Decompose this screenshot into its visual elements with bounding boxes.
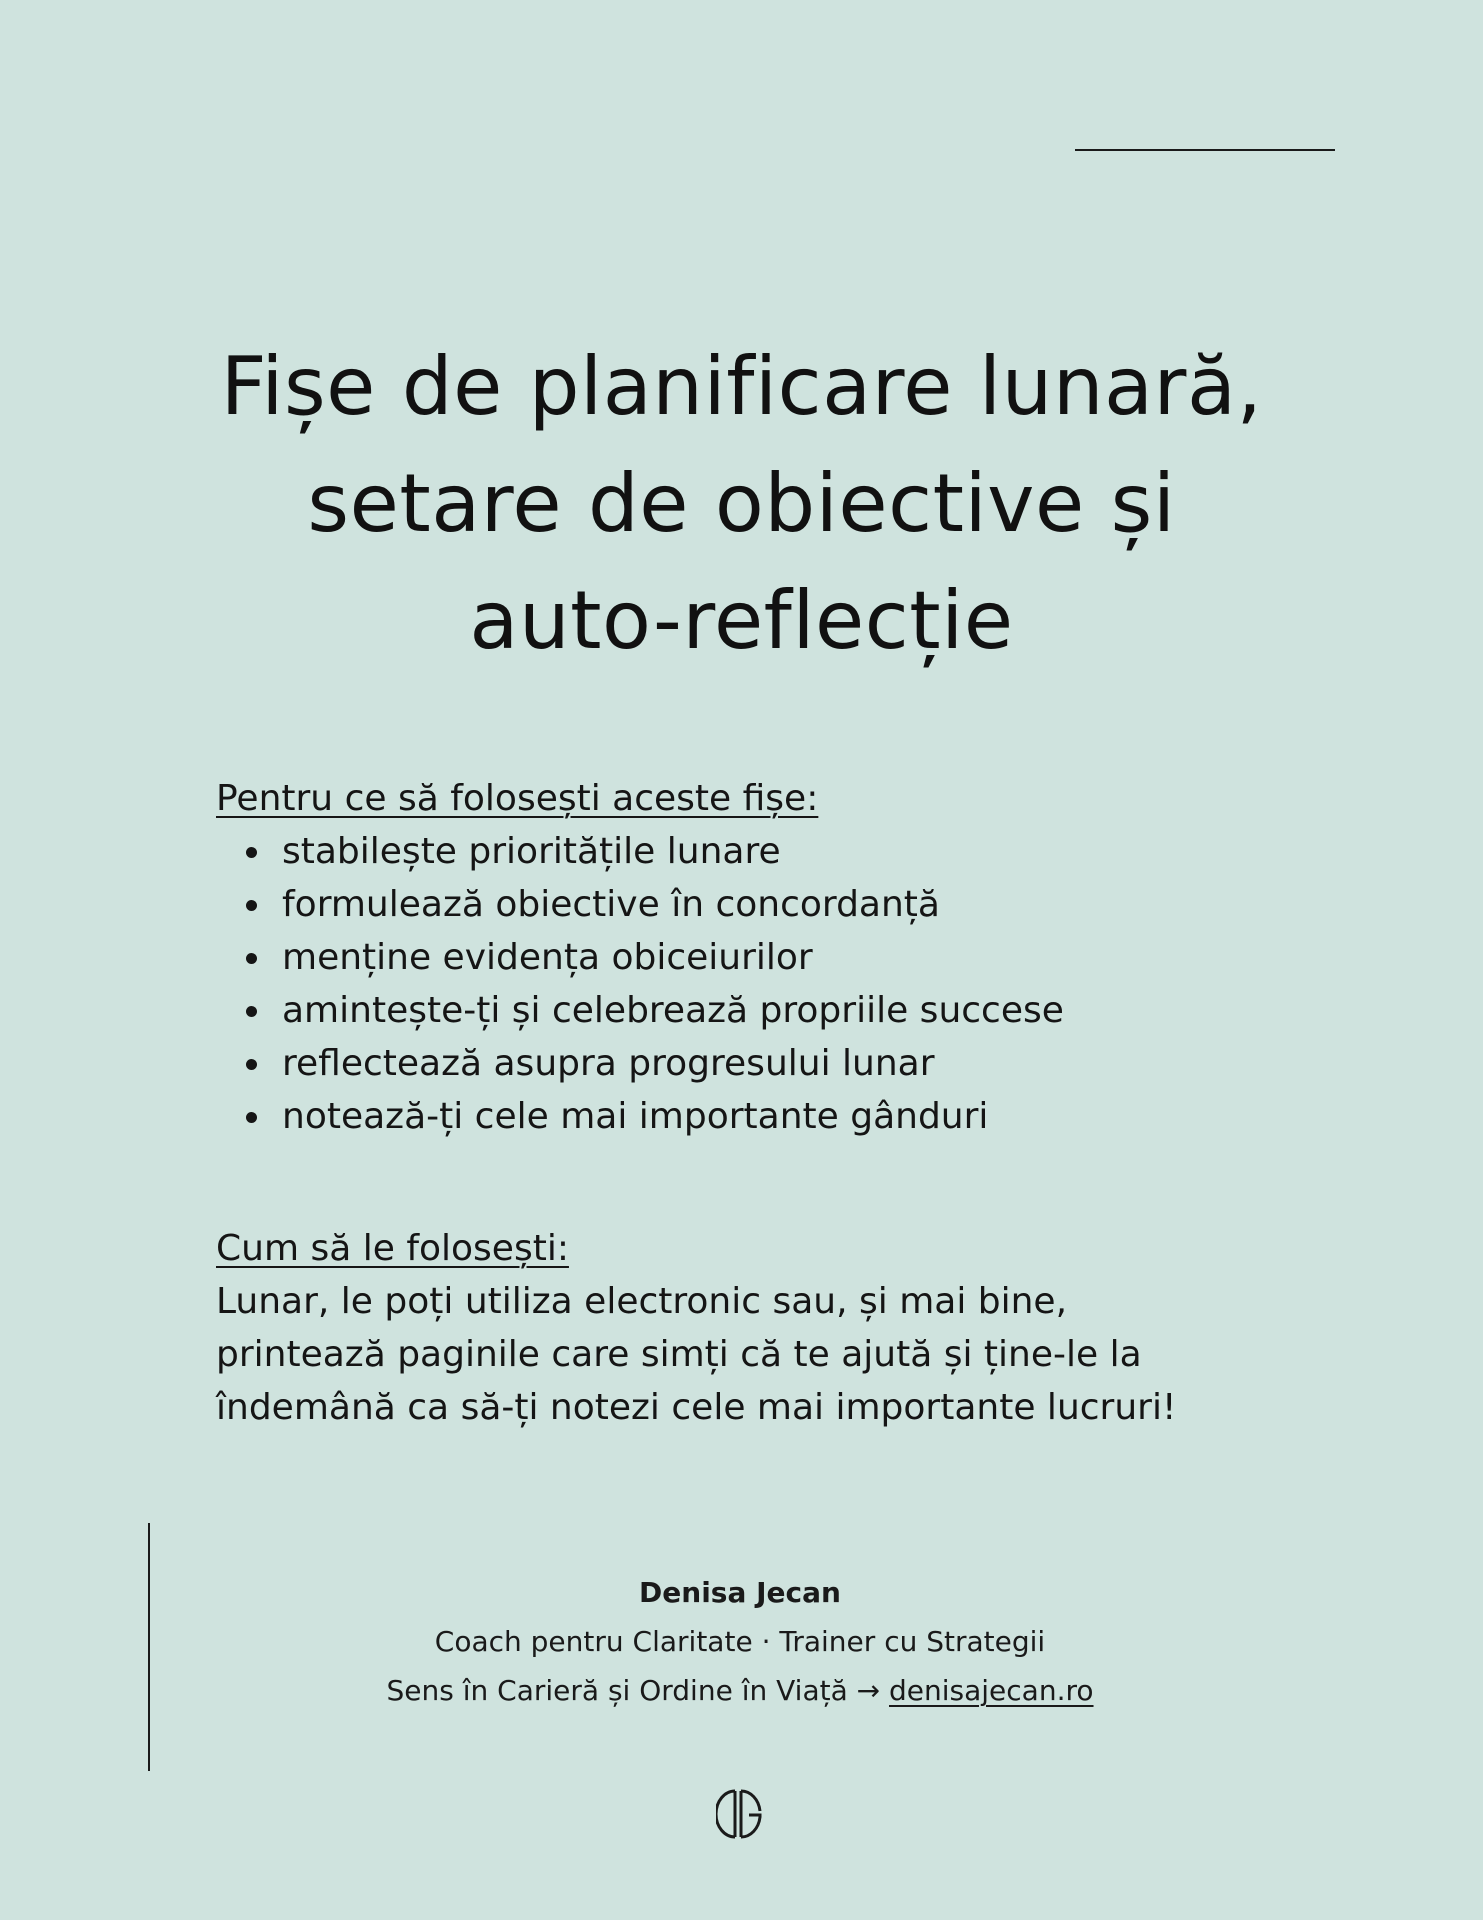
bullet-icon: [246, 847, 257, 858]
monogram-dj-icon: [716, 1787, 762, 1841]
list-item-text: stabilește prioritățile lunare: [282, 831, 781, 872]
list-item: [216, 984, 1376, 1037]
list-item-text: menține evidența obiceiurilor: [282, 937, 813, 978]
page-title: [120, 328, 1363, 679]
how-to-line-2: printează paginile care simți că te ajută și ține-le la: [216, 1334, 1142, 1375]
left-divider: [148, 1523, 150, 1771]
list-item: [216, 1037, 1376, 1090]
list-item: [216, 825, 1376, 878]
list-item-text: formulează obiective în concordanță: [282, 884, 940, 925]
bullet-icon: [246, 953, 257, 964]
bullet-icon: [246, 1059, 257, 1070]
title-line-3: auto-reflecție: [469, 574, 1014, 667]
author-name: Denisa Jecan: [639, 1576, 841, 1609]
how-to-line-3: îndemână ca să-ți notezi cele mai importante lucruri!: [216, 1387, 1177, 1428]
how-to-line-1: Lunar, le poți utiliza electronic sau, și mai bine,: [216, 1281, 1068, 1322]
author-website-line: [240, 1666, 1240, 1715]
main-content: [216, 772, 1376, 1434]
bullet-icon: [246, 1112, 257, 1123]
list-item: [216, 931, 1376, 984]
list-item: [216, 878, 1376, 931]
bullet-icon: [246, 900, 257, 911]
uses-list: [216, 825, 1376, 1143]
list-item-text: notează-ți cele mai importante gânduri: [282, 1096, 989, 1137]
list-item-text: amintește-ți și celebrează propriile succese: [282, 990, 1064, 1031]
title-line-1: Fișe de planificare lunară,: [220, 340, 1263, 433]
section-spacer: [216, 1143, 1376, 1222]
list-item-text: reflectează asupra progresului lunar: [282, 1043, 935, 1084]
title-line-2: setare de obiective și: [307, 457, 1176, 550]
website-prefix: Sens în Carieră și Ordine în Viață →: [386, 1674, 889, 1707]
bullet-icon: [246, 1006, 257, 1017]
author-footer: [240, 1568, 1240, 1715]
how-to-paragraph: [216, 1275, 1376, 1434]
top-divider: [1075, 149, 1335, 151]
how-to-heading: Cum să le folosești:: [216, 1228, 569, 1269]
uses-heading: Pentru ce să folosești aceste fișe:: [216, 778, 819, 819]
website-link[interactable]: denisajecan.ro: [889, 1674, 1094, 1707]
list-item: [216, 1090, 1376, 1143]
author-tagline: Coach pentru Claritate · Trainer cu Strategii: [434, 1625, 1046, 1658]
